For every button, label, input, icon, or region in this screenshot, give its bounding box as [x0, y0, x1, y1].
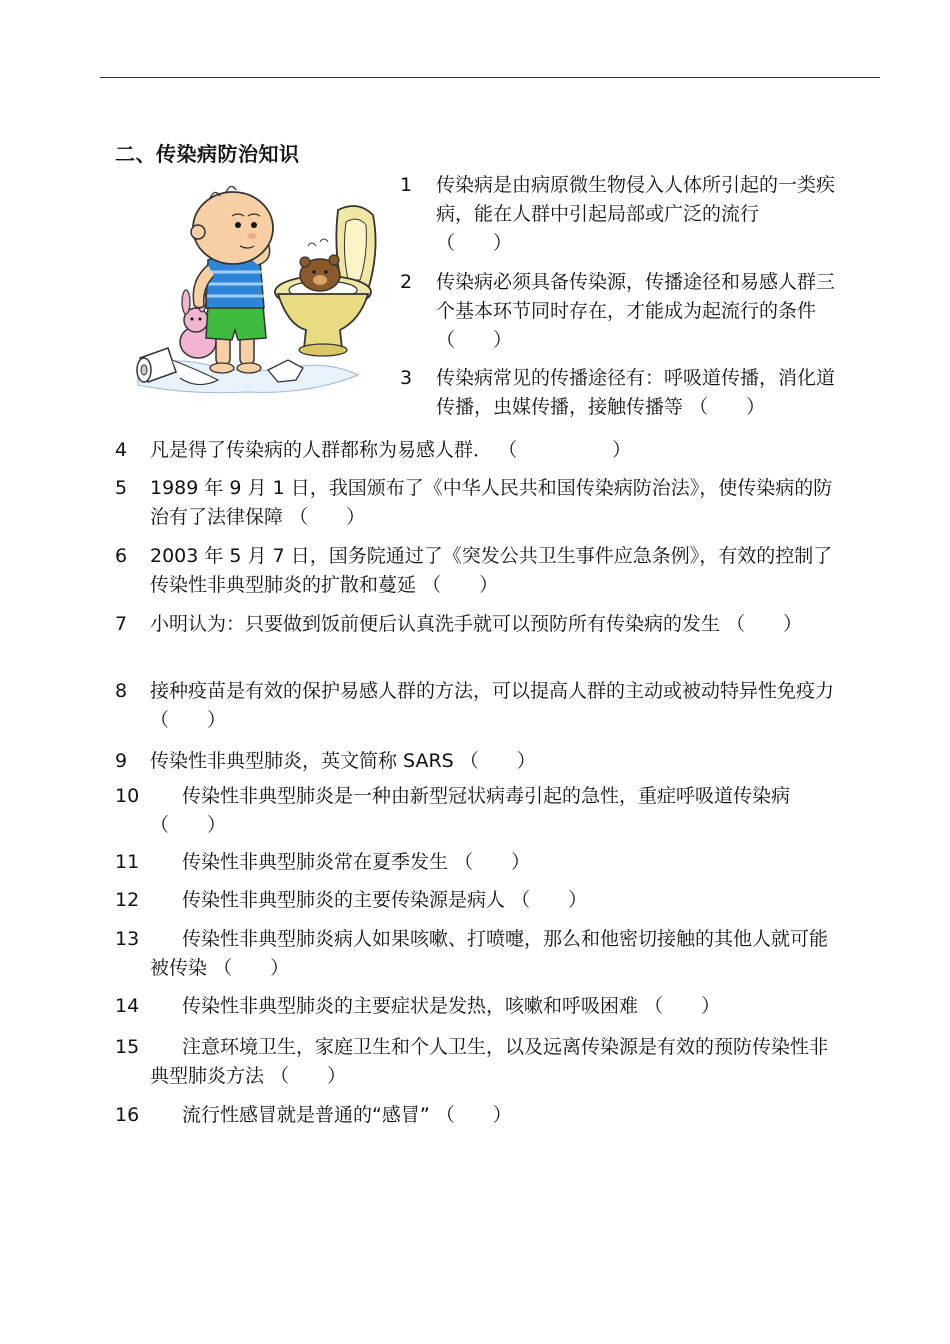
question-3	[400, 364, 840, 424]
answer-blank[interactable]: （ ）	[150, 709, 227, 731]
question-4	[115, 436, 840, 466]
question-number: 15	[115, 1036, 140, 1058]
question-text: 小明认为：只要做到饭前便后认真洗手就可以预防所有传染病的发生	[150, 613, 721, 635]
answer-blank[interactable]: （ ）	[422, 574, 499, 596]
question-number: 12	[115, 889, 140, 911]
question-text: 传染病是由病原微生物侵入人体所引起的一类疾病，能在人群中引起局部或广泛的流行	[436, 174, 836, 225]
question-text: 传染病必须具备传染源，传播途径和易感人群三个基本环节同时存在，才能成为起流行的条件	[436, 271, 836, 322]
question-1	[400, 171, 840, 261]
question-text: 流行性感冒就是普通的“感冒”	[182, 1104, 430, 1126]
question-number: 13	[115, 928, 140, 950]
question-6	[115, 542, 840, 602]
answer-blank[interactable]: （ ）	[726, 613, 803, 635]
question-7	[115, 610, 840, 670]
answer-blank[interactable]: （ ）	[498, 439, 632, 461]
question-number: 11	[115, 851, 140, 873]
question-15	[115, 1033, 840, 1093]
answer-blank[interactable]: （ ）	[644, 995, 721, 1017]
answer-blank[interactable]: （ ）	[150, 814, 227, 836]
question-text: 传染性非典型肺炎常在夏季发生	[182, 851, 449, 873]
answer-blank[interactable]: （ ）	[459, 750, 536, 772]
question-number: 9	[115, 750, 128, 772]
header-rule	[100, 77, 880, 78]
answer-blank[interactable]: （ ）	[511, 889, 588, 911]
answer-blank[interactable]: （ ）	[454, 851, 531, 873]
question-text: 传染性非典型肺炎病人如果咳嗽、打喷嚏，那么和他密切接触的其他人就可能被传染	[150, 928, 829, 979]
answer-blank[interactable]: （ ）	[689, 396, 766, 418]
question-number: 3	[400, 367, 413, 389]
question-5	[115, 474, 840, 534]
question-text: 凡是得了传染病的人群都称为易感人群．	[150, 439, 493, 461]
question-9	[115, 747, 840, 777]
question-14	[115, 992, 840, 1022]
question-text: 接种疫苗是有效的保护易感人群的方法，可以提高人群的主动或被动特异性免疫力	[150, 680, 835, 702]
question-12	[115, 886, 840, 916]
answer-blank[interactable]: （ ）	[213, 957, 290, 979]
question-number: 4	[115, 439, 128, 461]
question-number: 8	[115, 680, 128, 702]
question-text: 2003 年 5 月 7 日，国务院通过了《突发公共卫生事件应急条例》，有效的控制了传染性非典型肺炎的扩散和蔓延	[150, 545, 833, 596]
question-text: 传染性非典型肺炎的主要症状是发热，咳嗽和呼吸困难	[182, 995, 639, 1017]
question-10	[115, 782, 840, 842]
question-11	[115, 848, 840, 878]
question-text: 传染性非典型肺炎的主要传染源是病人	[182, 889, 506, 911]
question-number: 6	[115, 545, 128, 567]
answer-blank[interactable]: （ ）	[270, 1065, 347, 1087]
section-title: 二、传染病防治知识	[115, 142, 300, 166]
question-text: 传染性非典型肺炎是一种由新型冠状病毒引起的急性，重症呼吸道传染病	[182, 785, 791, 807]
question-8	[115, 677, 840, 737]
boy-toilet-illustration	[128, 180, 398, 415]
question-2	[400, 268, 840, 358]
question-text: 注意环境卫生，家庭卫生和个人卫生，以及远离传染源是有效的预防传染性非典型肺炎方法	[150, 1036, 829, 1087]
question-16	[115, 1101, 840, 1131]
answer-blank[interactable]: （ ）	[289, 506, 366, 528]
question-number: 2	[400, 271, 413, 293]
question-text: 1989 年 9 月 1 日，我国颁布了《中华人民共和国传染病防治法》，使传染病的防治有了法律保障	[150, 477, 833, 528]
question-13	[115, 925, 840, 985]
bear-icon	[300, 239, 340, 291]
question-number: 10	[115, 785, 140, 807]
question-number: 14	[115, 995, 140, 1017]
question-text: 传染性非典型肺炎，英文简称 SARS	[150, 750, 454, 772]
answer-blank[interactable]: （ ）	[436, 329, 513, 351]
question-number: 1	[400, 174, 413, 196]
question-number: 5	[115, 477, 128, 499]
answer-blank[interactable]: （ ）	[436, 232, 513, 254]
question-number: 7	[115, 613, 128, 635]
answer-blank[interactable]: （ ）	[435, 1104, 512, 1126]
question-text: 传染病常见的传播途径有：呼吸道传播，消化道传播，虫媒传播，接触传播等	[436, 367, 836, 418]
question-number: 16	[115, 1104, 140, 1126]
